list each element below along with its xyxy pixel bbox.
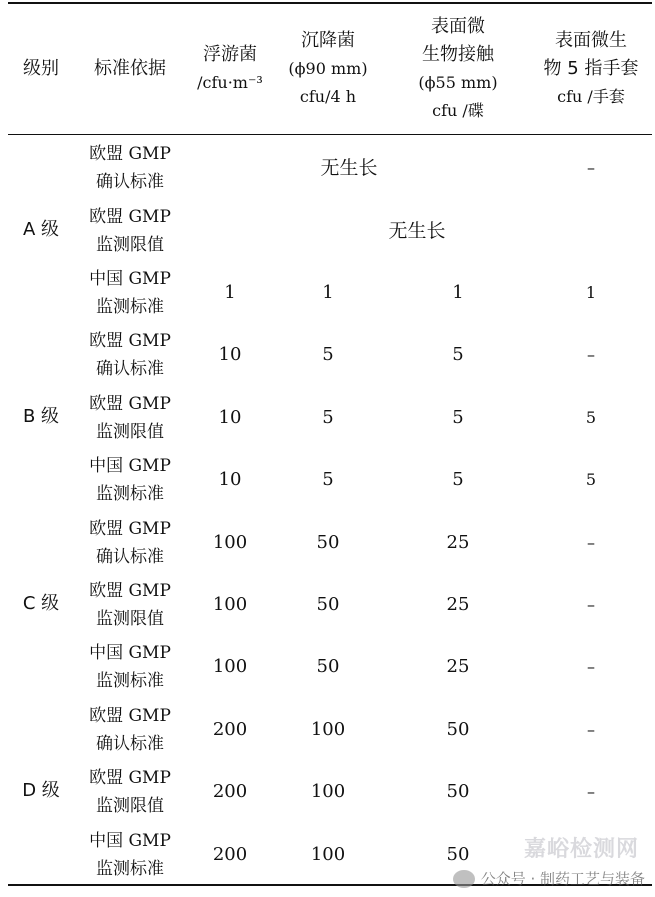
contact-cell: 5 (452, 469, 464, 491)
basis-line-1: 中国 GMP (89, 268, 171, 289)
basis-cell (78, 199, 182, 261)
header-airborne (184, 4, 276, 134)
basis-line-1: 欧盟 GMP (89, 144, 171, 165)
basis-cell (78, 324, 182, 386)
basis-line-1: 中国 GMP (89, 456, 171, 477)
airborne-cell: 1 (224, 281, 236, 303)
basis-cell (78, 823, 182, 885)
header-glove-l2: 物 5 指手套 (543, 58, 639, 79)
basis-line-1: 欧盟 GMP (89, 705, 171, 726)
glove-cell: 1 (585, 282, 597, 302)
header-settle-l2: (ϕ90 mm) (288, 59, 368, 78)
contact-cell: 25 (446, 656, 470, 678)
settle-cell: 1 (322, 281, 334, 303)
airborne-cell: 100 (212, 656, 248, 678)
glove-cell: – (587, 345, 595, 365)
table-header-rule (8, 134, 652, 135)
contact-cell: 5 (452, 406, 464, 428)
basis-line-2: 监测限值 (96, 796, 164, 817)
header-contact-l2: 生物接触 (422, 44, 494, 65)
basis-line-2: 监测限值 (96, 421, 164, 442)
header-settle-l3: cfu/4 h (299, 87, 357, 106)
settle-cell: 5 (322, 344, 334, 366)
airborne-cell: 200 (212, 718, 248, 740)
settle-cell: 100 (310, 843, 346, 865)
basis-line-1: 中国 GMP (89, 830, 171, 851)
grade-c: C 级 (22, 593, 60, 614)
basis-line-2: 监测限值 (96, 234, 164, 255)
basis-cell (78, 761, 182, 823)
settle-cell: 50 (316, 531, 340, 553)
header-contact (402, 4, 514, 134)
basis-cell (78, 699, 182, 761)
settle-cell: 50 (316, 593, 340, 615)
basis-cell (78, 387, 182, 449)
airborne-cell: 10 (218, 469, 242, 491)
basis-line-2: 确认标准 (96, 359, 164, 380)
basis-line-1: 中国 GMP (89, 643, 171, 664)
glove-cell: 5 (585, 407, 597, 427)
basis-line-2: 监测标准 (96, 484, 164, 505)
contact-cell: 50 (446, 718, 470, 740)
contact-cell: 25 (446, 531, 470, 553)
glove-cell: – (587, 657, 595, 677)
wechat-icon (453, 870, 475, 888)
basis-line-1: 欧盟 GMP (89, 768, 171, 789)
contact-cell: 1 (452, 281, 464, 303)
watermark-account: 公众号 · 制药工艺与装备 (480, 870, 645, 888)
settle-cell: 50 (316, 656, 340, 678)
header-contact-l3: (ϕ55 mm) (418, 73, 498, 92)
basis-line-1: 欧盟 GMP (89, 331, 171, 352)
basis-line-2: 监测标准 (96, 671, 164, 692)
basis-line-2: 确认标准 (96, 172, 164, 193)
basis-cell (78, 636, 182, 698)
basis-cell (78, 511, 182, 573)
contact-cell: 25 (446, 593, 470, 615)
header-grade: 级别 (23, 58, 59, 79)
settle-cell: 100 (310, 718, 346, 740)
header-airborne-l1: 浮游菌 (203, 44, 257, 65)
glove-cell: – (587, 532, 595, 552)
header-settle (278, 4, 378, 134)
airborne-cell: 200 (212, 843, 248, 865)
basis-line-1: 欧盟 GMP (89, 580, 171, 601)
header-basis: 标准依据 (94, 58, 166, 79)
settle-cell: 100 (310, 781, 346, 803)
glove-cell: – (587, 719, 595, 739)
header-glove (532, 4, 650, 134)
glove-cell: – (587, 158, 595, 178)
header-contact-l1: 表面微 (431, 16, 485, 37)
glove-cell: 5 (585, 470, 597, 490)
basis-line-2: 确认标准 (96, 546, 164, 567)
airborne-cell: 200 (212, 781, 248, 803)
basis-cell (78, 137, 182, 199)
glove-cell: – (587, 782, 595, 802)
basis-line-1: 欧盟 GMP (89, 393, 171, 414)
basis-cell (78, 449, 182, 511)
basis-line-1: 欧盟 GMP (89, 518, 171, 539)
contact-cell: 50 (446, 843, 470, 865)
basis-line-2: 确认标准 (96, 733, 164, 754)
merged-cell: 无生长 (388, 219, 446, 242)
header-glove-l1: 表面微生 (555, 30, 627, 51)
settle-cell: 5 (322, 406, 334, 428)
basis-line-2: 监测标准 (96, 858, 164, 879)
basis-line-2: 监测限值 (96, 608, 164, 629)
basis-line-2: 监测标准 (96, 296, 164, 317)
header-glove-l3: cfu /手套 (557, 87, 625, 106)
grade-a: A 级 (22, 219, 60, 240)
header-settle-l1: 沉降菌 (301, 30, 355, 51)
airborne-cell: 10 (218, 344, 242, 366)
header-contact-l4: cfu /碟 (432, 101, 484, 120)
airborne-cell: 100 (212, 593, 248, 615)
header-airborne-l2: /cfu·m⁻³ (197, 73, 263, 92)
contact-cell: 5 (452, 344, 464, 366)
basis-cell (78, 262, 182, 324)
airborne-cell: 100 (212, 531, 248, 553)
contact-cell: 50 (446, 781, 470, 803)
airborne-cell: 10 (218, 406, 242, 428)
basis-line-1: 欧盟 GMP (89, 206, 171, 227)
basis-cell (78, 574, 182, 636)
glove-cell: – (587, 594, 595, 614)
grade-d: D 级 (22, 780, 60, 801)
settle-cell: 5 (322, 469, 334, 491)
grade-b: B 级 (22, 406, 60, 427)
merged-cell: 无生长 (320, 157, 378, 180)
watermark-site: 嘉峪检测网 (523, 837, 639, 862)
